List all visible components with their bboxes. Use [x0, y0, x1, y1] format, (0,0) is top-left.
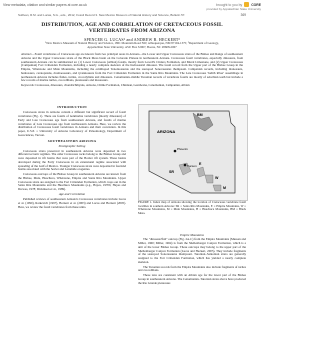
figure-1-map [138, 104, 248, 201]
strat-paragraph-1: Cretaceous strata preserved in southeastern Arizona were deposited in two different tectonic regimes. The older Cretaceous rocks belong to the Bisbee Group and were deposited in rift basins that were part of the Border rift system. These basins developed during the Early Cretaceous in an extensional regime associated with spreading of the Gulf of Mexico. Younger Cretaceous strata were deposited in foreland basins associated with the Sevier and Laramide orogenies. [18, 148, 126, 172]
label-arizona: ARIZONA [157, 129, 176, 134]
figure-caption: FIGURE 1. Index map of Arizona showing the location of Cretaceous vertebrate fossil localities in southern Arizona: SR = Santa Rita Mountains, E = Empire Mountains, W = Whetstone Mountains, M = Mule Mountains, H = Huachuca Mountains, BM = Black Mesa. [138, 200, 246, 215]
authors: SPENCER G. LUCAS¹ and ANDREW B. HECKERT² [84, 37, 180, 42]
paper-title: DISTRIBUTION, AGE AND CORRELATION OF CRETACEOUS FOSSIL VERTEBRATES FROM ARIZONA [41, 22, 223, 35]
age-heading: Age and Correlation [58, 192, 86, 197]
age-paragraph: Published reviews of southeastern Arizona's Cretaceous vertebrates include Lucas et al. (1990), Ratkevich (1997), Heckert et al. (2003) and Lucas and Heckert (2005). Here, we review the fossil vertebrates from these units. [18, 197, 126, 209]
abstract [21, 53, 243, 88]
citation-line: Sullivan, R.M. and Lucas, S.G., eds., 2012, Fossil Record 3. New Mexico Museum of Natural History and Science, Bulletin 57. [18, 13, 186, 17]
label-tucson: Tucson [187, 164, 197, 168]
label-sr: SR [169, 170, 174, 174]
arizona-map-svg [139, 105, 247, 200]
right-paragraph-2: The Turonian records from the Empire Mountains also include fragments of turtles and crocodilians. [138, 264, 246, 273]
strat-paragraph-2: Cretaceous outcrops of the Bisbee Group in southeastern Arizona are known from the Bisbee, Mule, Huachuca, Whetstone, Empire and Santa Rita Mountains. Upper Cretaceous strata are assigned to the Fort Crittenden Formation, which crops out in the Santa Rita Mountains and the Huachuca Mountains (e.g., Hayes, 1970b; Hayes and Drewes, 1978; Dickinson et al., 1989). [18, 172, 126, 191]
keywords: Keywords: Cretaceous, dinosaurs, chondrichthyans, Arizona, Chinle Formation, Chinlean, Gondwana, Cenomanian, Campanian, Albian [21, 83, 190, 87]
empire-heading: Empire Mountains [180, 232, 204, 237]
abstract-text: Abstract—Fossil vertebrates of Cretaceous age are known from two principal areas in Arizona—the Lower and Upper Cretaceous strata of the Bisbee and Range of southeastern Arizona and the Upper Cretaceous strata of the Black Mesa basin on the Colorado Plateau in northeastern Arizona. Cretaceous fossil vertebrates, especially dinosaurs, from southeastern Arizona can be summarized as: (1) Lower Cretaceous (Albian) fossils, mostly from Lowell's Cintura Formation, and Mural Limestone, and (2) Upper Cretaceous (Campanian) Fort Crittenden Formation, including a nearly complete skeleton of the hadrosaurid dinosaur. The fossil record from the Upper part of the Bisbee Group in the Empire, Whetstone and Mule Mountains, including the ornithopod Tenontosaurus and the sauropod Sonorasaurus thompsoni. Campanian records, including titanosaurs, hadrosaurs, ceratopsians, dromaeosaurs, and tyrannosaurs from the Fort Crittenden Formation in the Santa Rita Mountains. The Late Cretaceous 'Judith River' assemblage in northeastern Arizona includes fishes, turtles, crocodylians and dinosaurs. Cenomanian–middle Turonian records of vertebrate fossils are mostly of selachian teeth but include a few records of marine turtles, crocodilians, plesiosaurs and mosasaurs. [21, 52, 243, 83]
phoenix-dot [174, 150, 177, 153]
intro-heading: INTRODUCTION [57, 105, 87, 109]
strat-heading: Stratigraphic Setting [58, 143, 86, 148]
core-metadata-link[interactable]: View metadata, citation and similar papers at core.ac.uk [3, 2, 87, 7]
se-heading: SOUTHEASTERN ARIZONA [47, 138, 97, 143]
arizona-outline [149, 111, 235, 193]
label-e: E [199, 162, 202, 166]
right-paragraph-3: These taxa are consistent with an Albian age for the lower part of the Bisbee Group in southeastern Arizona. The Cenomanian–Turonian strata above have produced the Rio Grande plesiosaur. [138, 273, 246, 285]
label-w: W [215, 176, 219, 180]
right-column [138, 232, 246, 286]
label-m: M [223, 186, 226, 190]
tucson-dot [184, 164, 187, 167]
core-provider[interactable]: provided by Appalachian State University [206, 7, 261, 11]
intro-paragraph: Cretaceous strata in Arizona contain a different but significant record of fossil vertebrates (Fig. 1). There are fossils of nonmarine vertebrates (mostly dinosaurs) of Early and Late Cretaceous age from southeastern Arizona, and fossils of marine vertebrates of Late Cretaceous age from northeastern Arizona. Here, we review the distribution of Cretaceous fossil vertebrates in Arizona and their correlation. In this paper, U.S.P. = University of Arizona Laboratory of Paleontology, Department of Geosciences, Tucson. [18, 110, 126, 137]
affiliations: ¹New Mexico Museum of Natural History and Science, 1801 Mountain Road NW, Albuquerque, NM 87104-1375; ²Department of Geology, Appalachian State University, ASU Box 32067, Boone, NC 28608-2067 [45, 41, 219, 49]
label-phoenix: Phoenix [177, 147, 188, 151]
left-column [18, 104, 126, 210]
label-bm: BM [197, 113, 203, 117]
right-paragraph-1: The "dinosaur/fish" outcrop (Fig. 2A-C) from the Empire Mountains (Mussen and Miller, 1960; Miller, 1964) is from the Shellenberger Canyon Formation, which is a unit of the lower Bisbee Group. These outcrops may belong to the upper part of the Shellenberger Canyon Formation (Lucas and Heckert, 2005). They include fragments of the sauropod Sonorasaurus thompsoni. Turonian–Santonian strata are generally assigned to the Fort Crittenden Formation, which has yielded a nearly complete skeleton. [138, 237, 246, 264]
core-prefix: brought to you by [216, 2, 243, 7]
core-brand-text: CORE [251, 2, 261, 7]
page-number: 369 [240, 13, 246, 17]
